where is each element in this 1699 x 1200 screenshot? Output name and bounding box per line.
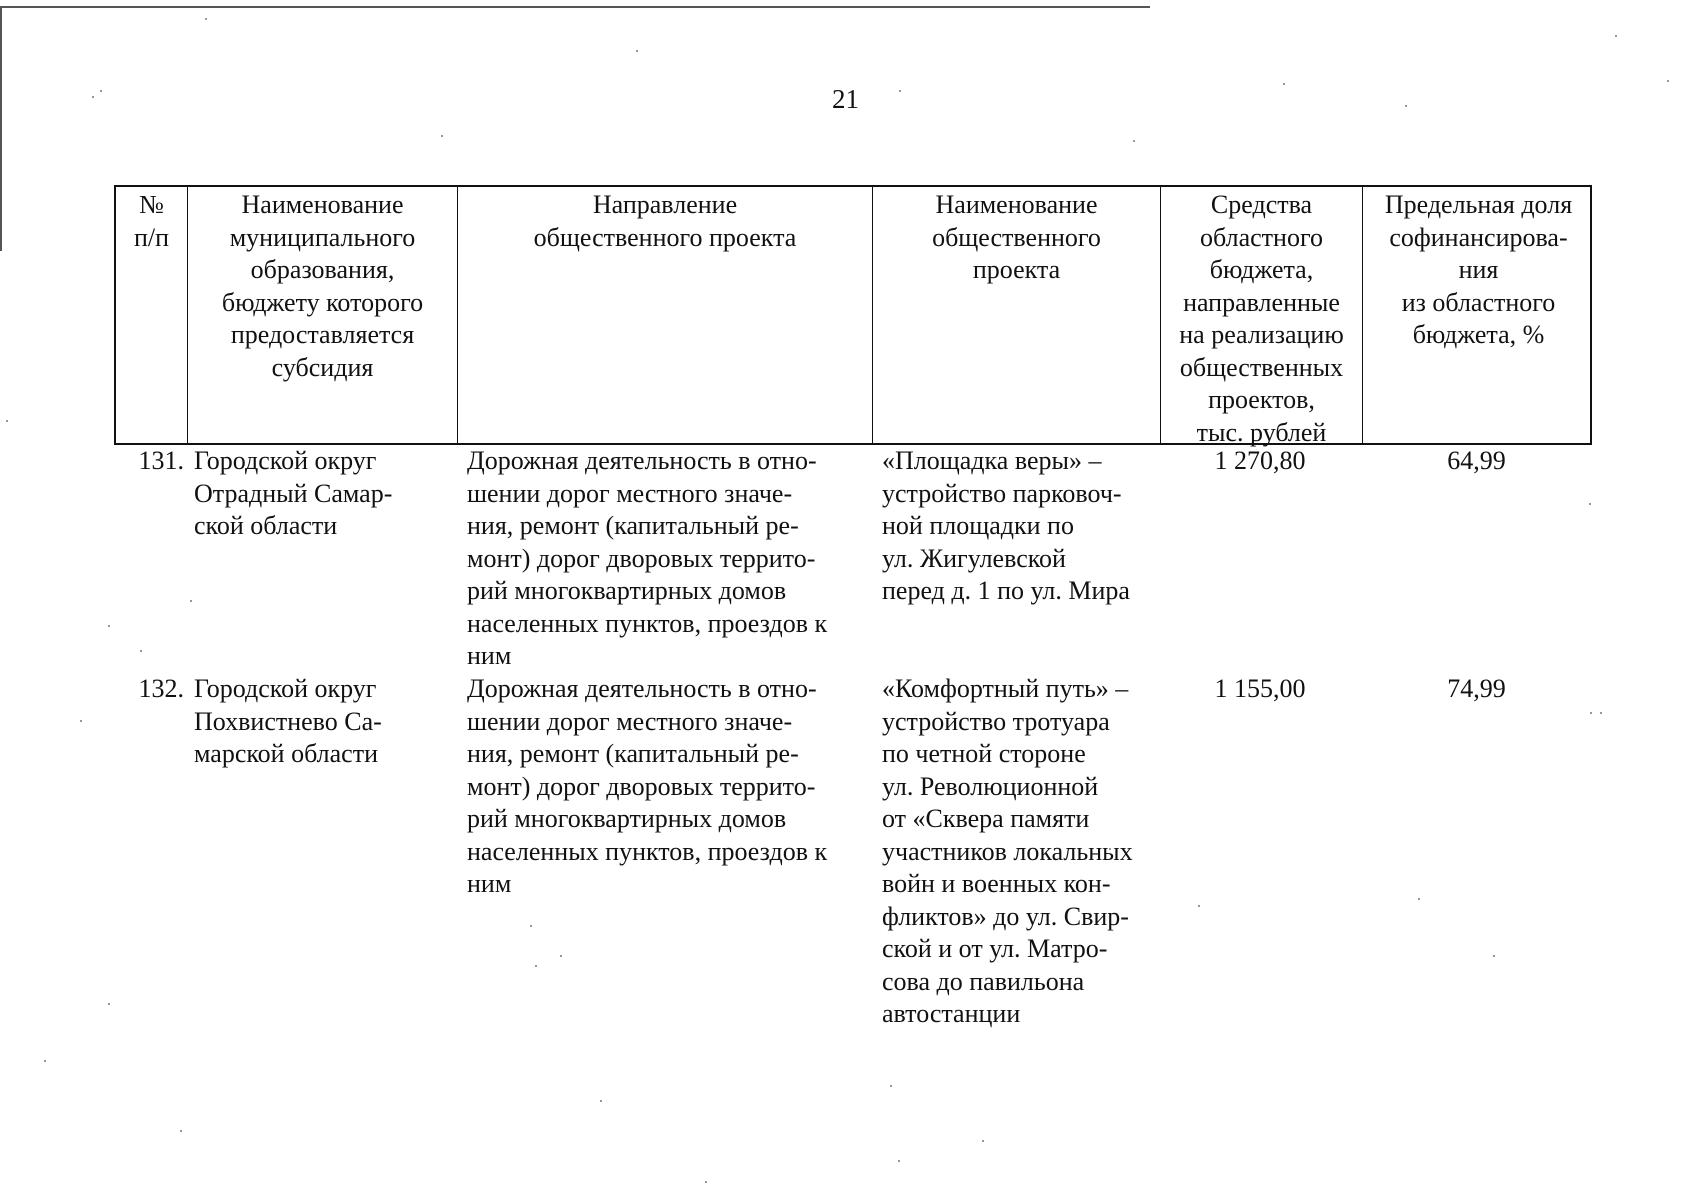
header-direction: Направление общественного проекта	[458, 187, 873, 443]
row-funds: 1 270,80	[1214, 446, 1306, 475]
row-municipality: Городской округ Похвистнево Са- марской области	[194, 674, 382, 768]
header-project-name: Наименование общественного проекта	[873, 187, 1161, 443]
scan-speck	[1283, 83, 1285, 85]
row-funds: 1 155,00	[1214, 674, 1306, 703]
scan-speck	[92, 96, 94, 98]
scan-speck	[982, 1140, 984, 1142]
table-row	[114, 445, 1592, 673]
row-number: 132.	[138, 674, 184, 703]
header-share: Предельная доля софинансирова- ния из областного бюджета, %	[1384, 190, 1573, 349]
scan-border-left	[0, 6, 2, 251]
row-project-name: «Площадка веры» – устройство парковоч- ной площадки по ул. Жигулевской перед д. 1 по ул. Мира	[882, 446, 1130, 605]
scan-speck	[1600, 712, 1602, 714]
scan-speck	[890, 1085, 892, 1087]
table-header-row	[114, 185, 1592, 445]
scan-speck	[6, 420, 8, 422]
scan-speck	[180, 1130, 182, 1132]
scan-speck	[636, 50, 638, 52]
row-project-name: «Комфортный путь» – устройство тротуара по четной стороне ул. Революционной от «Сквера памяти участников локальных войн и военных кон- фликтов» до ул. Свир- ской и от ул. Матро- сова до павильона автостанции	[882, 674, 1133, 1028]
scan-speck	[1615, 35, 1617, 37]
page-number: 21	[832, 84, 859, 114]
scan-speck	[108, 625, 110, 627]
scan-border-top	[0, 6, 1150, 8]
scan-speck	[441, 135, 443, 137]
scan-speck	[1405, 105, 1407, 107]
row-direction: Дорожная деятельность в отно- шении дорог местного значе- ния, ремонт (капитальный ре- монт) дорог дворовых террито- рий многоквартирных домов населенных пунктов, проездов к ним	[467, 674, 828, 898]
scan-speck	[1667, 80, 1669, 82]
row-share: 64,99	[1447, 446, 1506, 475]
header-funds: Средства областного бюджета, направленные на реализацию общественных проектов, тыс. рублей	[1161, 187, 1363, 443]
scan-speck	[205, 18, 207, 20]
scan-speck	[705, 1181, 707, 1183]
row-municipality: Городской округ Отрадный Самар- ской области	[194, 446, 393, 540]
scan-speck	[100, 90, 102, 92]
subsidy-table	[114, 185, 1592, 1033]
scan-speck	[44, 1060, 46, 1062]
scan-speck	[80, 720, 82, 722]
row-direction: Дорожная деятельность в отно- шении дорог местного значе- ния, ремонт (капитальный ре- монт) дорог дворовых террито- рий многоквартирных домов населенных пунктов, проездов к ним	[467, 446, 828, 670]
header-number: № п/п	[116, 187, 188, 443]
row-number: 131.	[138, 446, 184, 475]
row-share: 74,99	[1447, 674, 1506, 703]
scan-speck	[899, 90, 901, 92]
scan-speck	[108, 1003, 110, 1005]
scan-speck	[1133, 140, 1135, 142]
scan-speck	[600, 1100, 602, 1102]
header-municipality: Наименование муниципального образования, бюджету которого предоставляется субсидия	[188, 187, 458, 443]
table-row	[114, 673, 1592, 1033]
scan-speck	[898, 1160, 900, 1162]
